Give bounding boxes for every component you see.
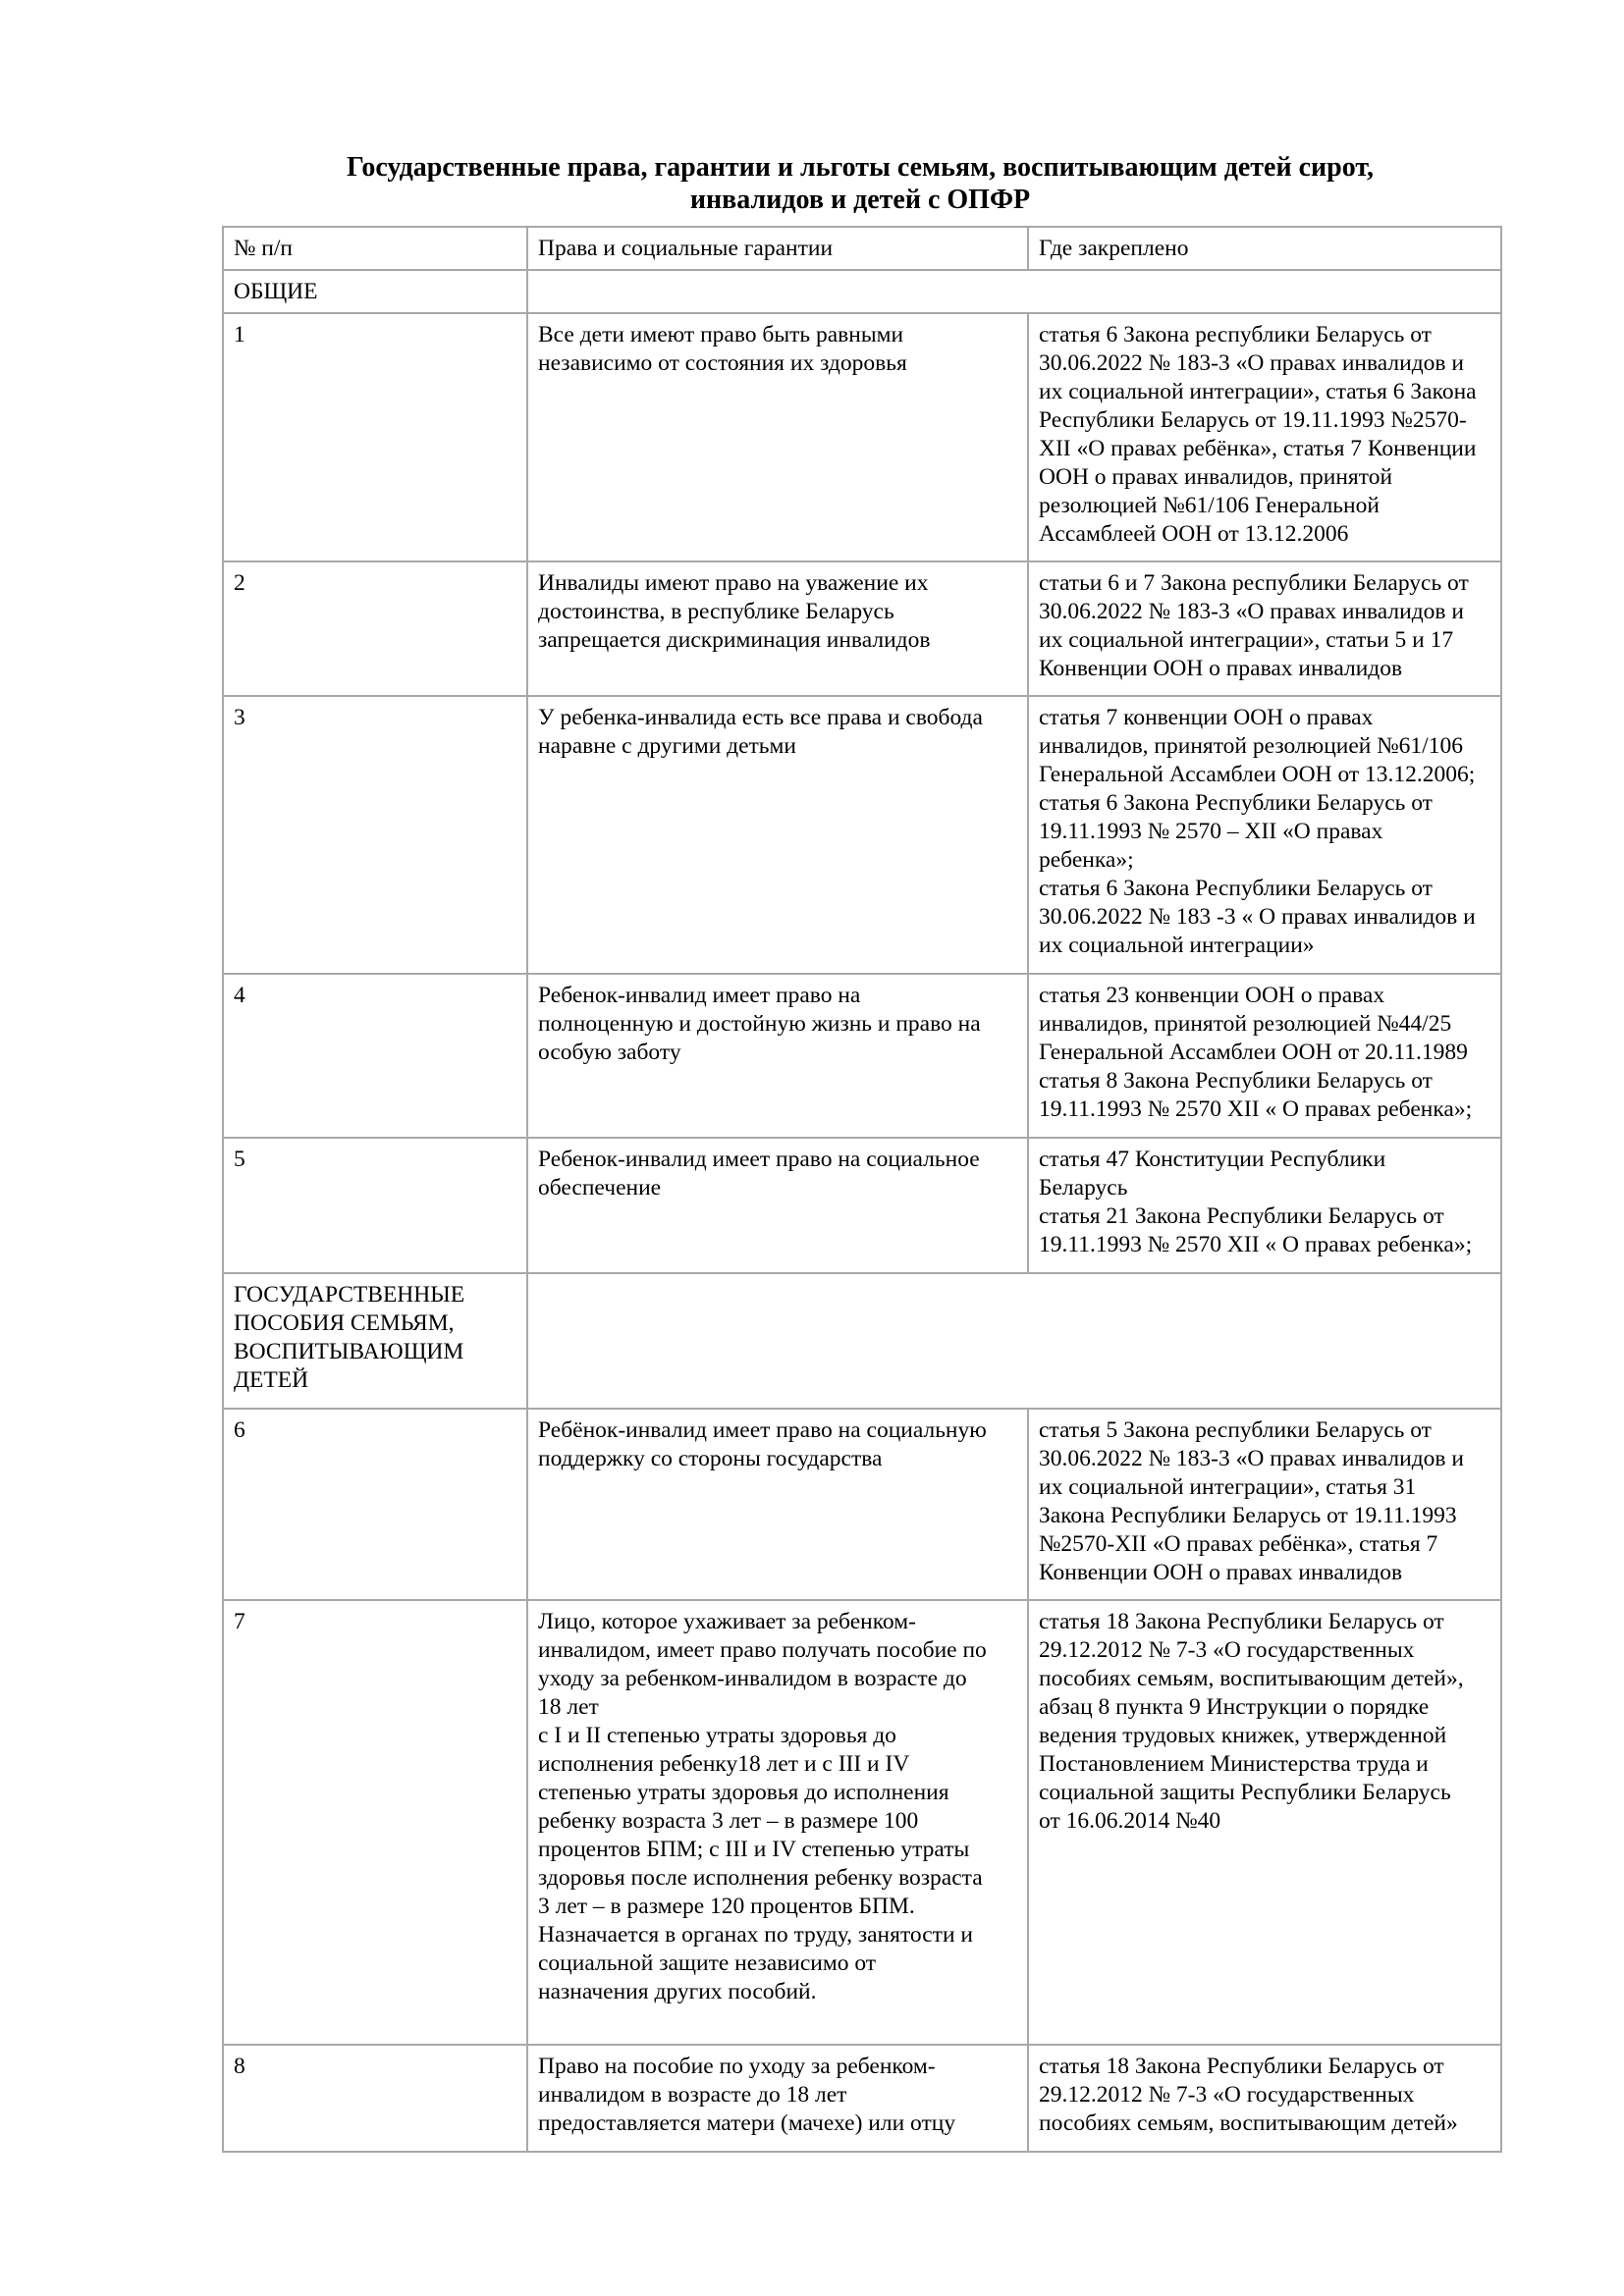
row-num: 1 xyxy=(223,313,527,561)
row-where: статья 47 Конституции Республики Беларусь статья 21 Закона Республики Беларусь от 19.11.1993 № 2570 XII « О правах ребенка»; xyxy=(1028,1138,1501,1273)
row-rights: Все дети имеют право быть равными независимо от состояния их здоровья xyxy=(527,313,1028,561)
table-row xyxy=(223,974,1501,1138)
section-row-benefits xyxy=(223,1273,1501,1409)
table-row xyxy=(223,561,1501,696)
page-title xyxy=(222,151,1498,216)
row-where: статья 7 конвенции ООН о правах инвалидов, принятой резолюцией №61/106 Генеральной Ассамблеи ООН от 13.12.2006; статья 6 Закона Республики Беларусь от 19.11.1993 № 2570 – XII «О правах ребенка»; статья 6 Закона Республики Беларусь от 30.06.2022 № 183 -3 « О правах инвалидов и их социальной интеграции» xyxy=(1028,696,1501,974)
row-num: 5 xyxy=(223,1138,527,1273)
table-row xyxy=(223,1409,1501,1600)
table-row xyxy=(223,1138,1501,1273)
section-label-benefits: ГОСУДАРСТВЕННЫЕ ПОСОБИЯ СЕМЬЯМ, ВОСПИТЫВАЮЩИМ ДЕТЕЙ xyxy=(223,1273,527,1409)
row-rights: Инвалиды имеют право на уважение их достоинства, в республике Беларусь запрещается дискриминация инвалидов xyxy=(527,561,1028,696)
table-row xyxy=(223,313,1501,561)
row-num: 2 xyxy=(223,561,527,696)
header-num: № п/п xyxy=(223,227,527,270)
row-where: статья 18 Закона Республики Беларусь от 29.12.2012 № 7-3 «О государственных пособиях семьям, воспитывающим детей» xyxy=(1028,2045,1501,2152)
section-empty-cell xyxy=(527,1273,1501,1409)
row-rights: Ребенок-инвалид имеет право на полноценную и достойную жизнь и право на особую заботу xyxy=(527,974,1028,1138)
row-rights: Лицо, которое ухаживает за ребенком- инвалидом, имеет право получать пособие по уходу за ребенком-инвалидом в возрасте до 18 лет с I и II степенью утраты здоровья до исполнения ребенку18 лет и с III и IV степенью утраты здоровья до исполнения ребенку возраста 3 лет – в размере 100 процентов БПМ; с III и IV степенью утраты здоровья после исполнения ребенку возраста 3 лет – в размере 120 процентов БПМ. Назначается в органах по труду, занятости и социальной защите независимо от назначения других пособий. xyxy=(527,1600,1028,2045)
row-num: 4 xyxy=(223,974,527,1138)
table-row xyxy=(223,2045,1501,2152)
row-num: 7 xyxy=(223,1600,527,2045)
row-where: статья 18 Закона Республики Беларусь от 29.12.2012 № 7-3 «О государственных пособиях семьям, воспитывающим детей», абзац 8 пункта 9 Инструкции о порядке ведения трудовых книжек, утвержденной Постановлением Министерства труда и социальной защиты Республики Беларусь от 16.06.2014 №40 xyxy=(1028,1600,1501,2045)
row-where: статьи 6 и 7 Закона республики Беларусь от 30.06.2022 № 183-3 «О правах инвалидов и их социальной интеграции», статьи 5 и 17 Конвенции ООН о правах инвалидов xyxy=(1028,561,1501,696)
section-empty-cell xyxy=(527,270,1501,313)
row-where: статья 5 Закона республики Беларусь от 30.06.2022 № 183-3 «О правах инвалидов и их социальной интеграции», статья 31 Закона Республики Беларусь от 19.11.1993 №2570-XII «О правах ребёнка», статья 7 Конвенции ООН о правах инвалидов xyxy=(1028,1409,1501,1600)
row-rights: У ребенка-инвалида есть все права и свобода наравне с другими детьми xyxy=(527,696,1028,974)
row-rights: Ребёнок-инвалид имеет право на социальную поддержку со стороны государства xyxy=(527,1409,1028,1600)
row-where: статья 6 Закона республики Беларусь от 30.06.2022 № 183-3 «О правах инвалидов и их социальной интеграции», статья 6 Закона Республики Беларусь от 19.11.1993 №2570- XII «О правах ребёнка», статья 7 Конвенции ООН о правах инвалидов, принятой резолюцией №61/106 Генеральной Ассамблеей ООН от 13.12.2006 xyxy=(1028,313,1501,561)
title-line-1: Государственные права, гарантии и льготы семьям, воспитывающим детей сирот, xyxy=(346,152,1375,183)
table-row xyxy=(223,696,1501,974)
table-row xyxy=(223,1600,1501,2045)
section-row-general xyxy=(223,270,1501,313)
row-rights: Ребенок-инвалид имеет право на социальное обеспечение xyxy=(527,1138,1028,1273)
row-rights: Право на пособие по уходу за ребенком- инвалидом в возрасте до 18 лет предоставляется матери (мачехе) или отцу xyxy=(527,2045,1028,2152)
title-line-2: инвалидов и детей с ОПФР xyxy=(689,185,1031,215)
table-header-row xyxy=(223,227,1501,270)
row-num: 6 xyxy=(223,1409,527,1600)
section-label-general: ОБЩИЕ xyxy=(223,270,527,313)
rights-table xyxy=(222,226,1502,2153)
row-num: 3 xyxy=(223,696,527,974)
row-where: статья 23 конвенции ООН о правах инвалидов, принятой резолюцией №44/25 Генеральной Ассамблеи ООН от 20.11.1989 статья 8 Закона Республики Беларусь от 19.11.1993 № 2570 XII « О правах ребенка»; xyxy=(1028,974,1501,1138)
header-where: Где закреплено xyxy=(1028,227,1501,270)
header-rights: Права и социальные гарантии xyxy=(527,227,1028,270)
row-num: 8 xyxy=(223,2045,527,2152)
